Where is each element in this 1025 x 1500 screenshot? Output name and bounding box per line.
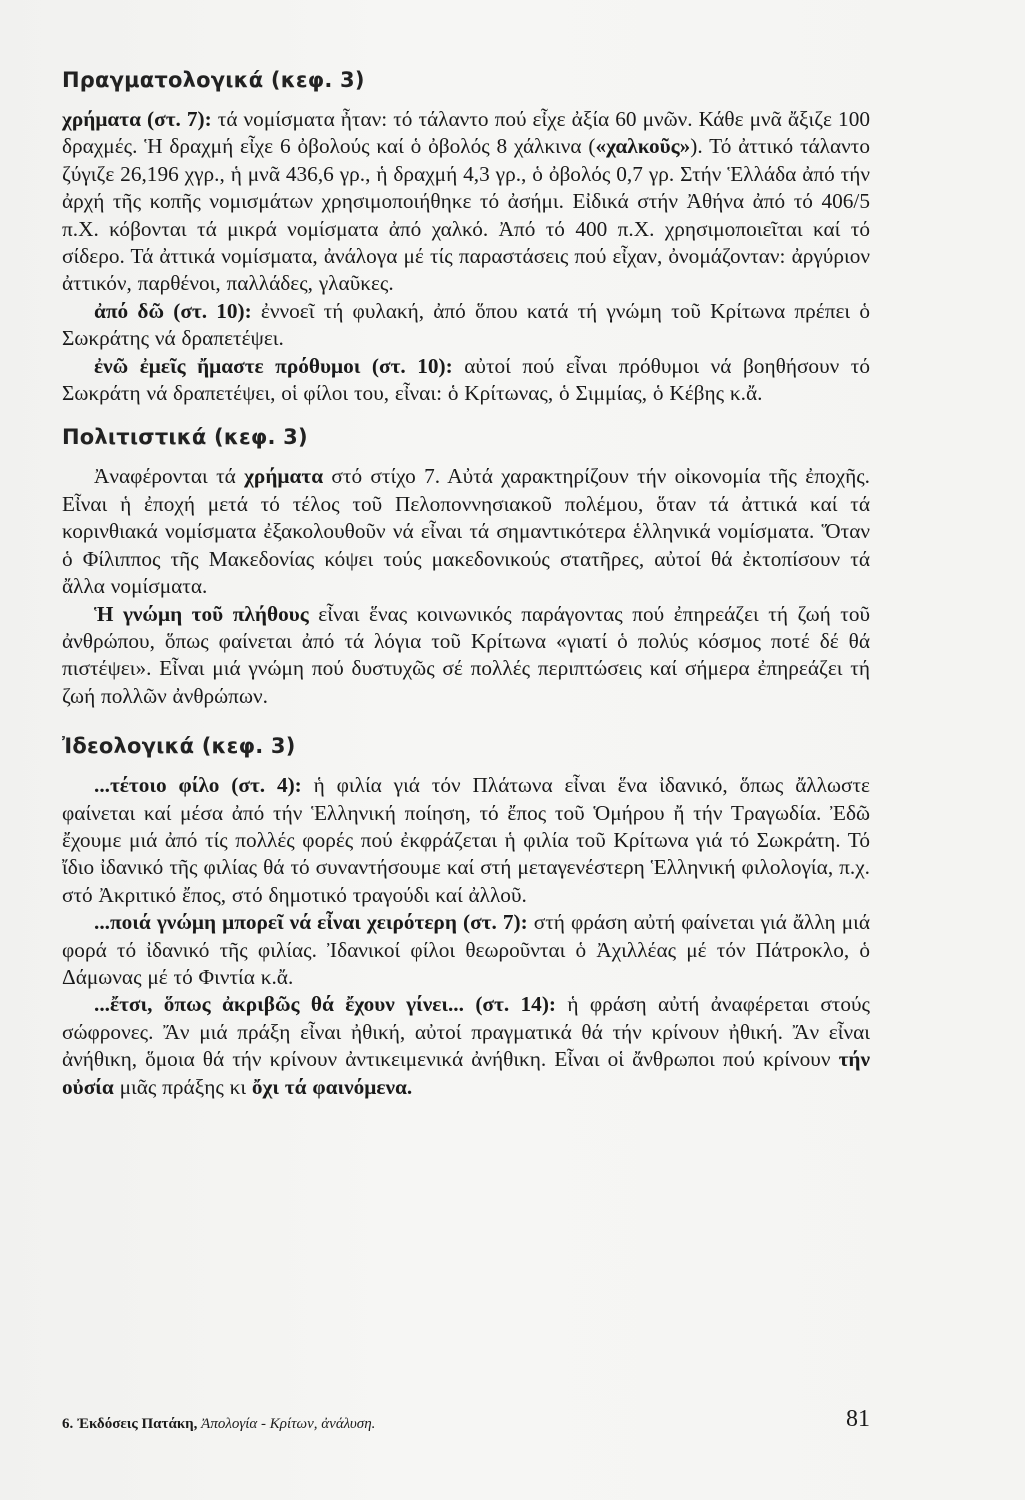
paragraph-anaferontai — [62, 463, 870, 600]
paragraph-etsi-opos — [62, 991, 870, 1101]
section-heading-ideologika: Ἰδεολογικά (κεφ. 3) — [62, 734, 296, 759]
paragraph-text: στό στίχο 7. Αὐτά χαρακτηρίζουν τήν οἰκονομία τῆς ἐποχῆς. Εἶναι ἡ ἐποχή μετά τό τέλος τοῦ Πελοποννησιακοῦ πολέμου, ὅταν τά ἀττικά καί τά κορινθιακά νομίσματα ἐξακολουθοῦν νά εἶναι τά σημαντικότερα ἑλληνικά νομίσματα. Ὅταν ὁ Φίλιππος τῆς Μακεδονίας κόψει τούς μακεδονικούς στατῆρες, αὐτοί θά ἐκτοπίσουν τά ἄλλα νομίσματα. — [62, 464, 870, 599]
term-etsi-opos: ...ἔτσι, ὅπως ἀκριβῶς θά ἔχουν γίνει... (στ. 14): — [94, 992, 556, 1017]
paragraph-apo-do — [62, 298, 870, 353]
term-tetoio-filo: ...τέτοιο φίλο (στ. 4): — [94, 773, 302, 798]
paragraph-text: ). Τό ἀττικό τάλαντο ζύγιζε 26,196 χγρ., ἡ μνᾶ 436,6 γρ., ἡ δραχμή 4,3 γρ., ὁ ὀβολός 0,7 γρ. Στήν Ἑλλάδα ἀπό τήν ἀρχή τῆς κοπῆς νομισμάτων χρησιμοποιήθηκε τό ἀσήμι. Εἰδικά στήν Ἀθήνα ἀπό τό 406/5 π.Χ. κόβονται τά μικρά νομίσματα ἀπό χαλκό. Ἀπό τό 400 π.Χ. χρησιμοποιεῖται καί τό σίδερο. Τά ἀττικά νομίσματα, ἀνάλογα μέ τίς παραστάσεις πού εἶχαν, ὀνομάζονταν: ἀργύριον ἀττικόν, παρθένοι, παλλάδες, γλαῦκες. — [62, 134, 870, 296]
page-number: 81 — [846, 1406, 870, 1432]
term-gnomi-plithous: Ἡ γνώμη τοῦ πλήθους — [94, 601, 309, 626]
footer-citation — [62, 1416, 375, 1433]
paragraph-tetoio-filo — [62, 772, 870, 909]
section-heading-politistika: Πολιτιστικά (κεφ. 3) — [62, 425, 308, 450]
paragraph-chrimata — [62, 106, 870, 298]
paragraph-text: τά νομίσματα ἦταν: τό τάλαντο πού εἶχε ἀξία 60 μνῶν. Κάθε μνᾶ ἄξιζε 100 δραχμές. Ἡ δραχμή εἶχε 6 ὀβολούς καί ὁ ὀβολός 8 χάλκινα ( — [62, 107, 870, 159]
paragraph-text: ἐννοεῖ τή φυλακή, ἀπό ὅπου κατά τή γνώμη τοῦ Κρίτωνα πρέπει ὁ Σωκράτης νά δραπετέψει. — [62, 298, 870, 351]
paragraph-text: ἡ φιλία γιά τόν Πλάτωνα εἶναι ἕνα ἰδανικό, ὅπως ἄλλωστε φαίνεται καί μέσα ἀπό τήν Ἑλληνική ποίηση, τό ἔπος τοῦ Ὁμήρου ἤ τήν Τραγωδία. Ἐδῶ ἔχουμε μιά ἀπό τίς πολλές φορές πού ἐκφράζεται ἡ φιλία τοῦ Κρίτωνα γιά τό Σωκράτη. Τό ἴδιο ἰδανικό τῆς φιλίας θά τό συναντήσουμε καί στή μεταγενέστερη Ἑλληνική φιλολογία, π.χ. στό Ἀκριτικό ἔπος, στό δημοτικό τραγούδι καί ἀλλοῦ. — [62, 773, 871, 907]
paragraph-prothymoi — [62, 353, 870, 408]
term-apo-do: ἀπό δῶ (στ. 10): — [94, 298, 252, 323]
term-tin-ousia: τήν οὐσία — [62, 1047, 870, 1099]
content — [62, 62, 870, 1101]
footer-publisher: 6. Ἐκδόσεις Πατάκη, — [62, 1416, 198, 1432]
term-ochi-ta-fainomena: ὄχι τά φαινόμενα. — [251, 1074, 413, 1099]
term-poia-gnomi: ...ποιά γνώμη μπορεῖ νά εἶναι χειρότερη (στ. 7): — [94, 910, 528, 935]
term-chalkous: «χαλκοῦς» — [595, 134, 691, 159]
paragraph-text: εἶναι ἕνας κοινωνικός παράγοντας πού ἐπηρεάζει τή ζωή τοῦ ἀνθρώπου, ὅπως φαίνεται ἀπό τά λόγια τοῦ Κρίτωνα «γιατί ὁ πολύς κόσμος ποτέ δέ θά πιστέψει». Εἶναι μιά γνώμη πού δυστυχῶς σέ πολλές περιπτώσεις καί σήμερα ἐπηρεάζει τή ζωή πολλῶν ἀνθρώπων. — [62, 601, 871, 708]
paragraph-text: ἡ φράση αὐτή ἀναφέρεται στούς σώφρονες. Ἄν μιά πράξη εἶναι ἠθική, αὐτοί πραγματικά θά τήν κρίνουν ἠθική. Ἄν εἶναι ἀνήθικη, ὅμοια θά τήν κρίνουν ἀντικειμενικά ἀνήθικη. Εἶναι οἱ ἄνθρωποι πού κρίνουν — [62, 992, 870, 1072]
term-chrimata: χρήματα — [244, 464, 324, 489]
term-chrimata: χρήματα (στ. 7): — [62, 107, 212, 131]
paragraph-poia-gnomi — [62, 909, 870, 991]
term-prothymoi: ἐνῶ ἐμεῖς ἤμαστε πρόθυμοι (στ. 10): — [94, 353, 453, 378]
paragraph-gnomi-plithous — [62, 601, 870, 711]
paragraph-text: στή φράση αὐτή φαίνεται γιά ἄλλη μιά φορά τό ἰδανικό τῆς φιλίας. Ἰδανικοί φίλοι θεωροῦνται ὁ Ἀχιλλέας μέ τόν Πάτροκλο, ὁ Δάμωνας μέ τό Φιντία κ.ἄ. — [62, 910, 870, 989]
footer-book-title: Ἀπολογία - Κρίτων, ἀνάλυση. — [197, 1416, 376, 1432]
paragraph-text: αὐτοί πού εἶναι πρόθυμοι νά βοηθήσουν τό Σωκράτη νά δραπετέψει, οἱ φίλοι του, εἶναι: ὁ Κρίτωνας, ὁ Σιμμίας, ὁ Κέβης κ.ἄ. — [62, 353, 870, 406]
paragraph-text: Ἀναφέρονται τά — [94, 464, 245, 489]
section-heading-pragmatologika: Πραγματολογικά (κεφ. 3) — [62, 68, 365, 92]
paragraph-text: μιᾶς πράξης κι — [113, 1074, 252, 1099]
